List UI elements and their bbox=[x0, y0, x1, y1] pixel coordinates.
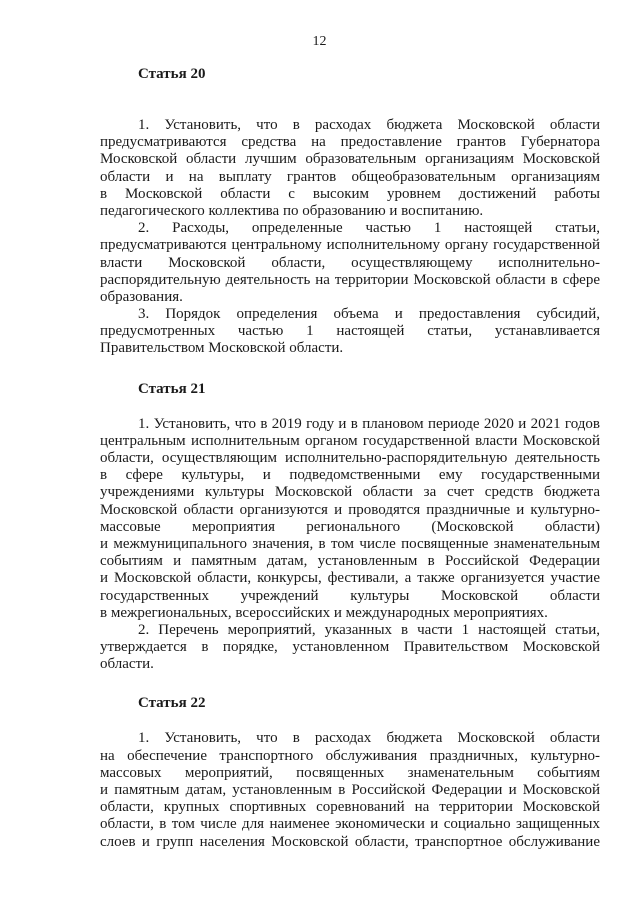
text-line: 1. Установить, что в расходах бюджета Московской области bbox=[138, 730, 600, 747]
text-line: распорядительную деятельность на территории Московской области в сфере bbox=[100, 271, 600, 288]
page-number: 12 bbox=[312, 34, 327, 49]
article-22 bbox=[100, 695, 600, 850]
paragraph bbox=[100, 306, 600, 358]
text-line: Московской области лучшим образовательным организациям Московской bbox=[100, 151, 600, 168]
text-line: области, в том числе для наименее экономически и социально защищенных bbox=[100, 816, 600, 833]
article-heading: Статья 22 bbox=[138, 695, 206, 712]
article-21 bbox=[100, 381, 600, 674]
text-line: власти Московской области, осуществляющему исполнительно- bbox=[100, 254, 600, 271]
paragraph bbox=[100, 220, 600, 306]
text-line: области и на выплату грантов общеобразовательным организациям bbox=[100, 168, 600, 185]
text-line: массовых мероприятий, посвященных знаменательным событиям bbox=[100, 764, 600, 781]
text-line: Московской области организуются и проводятся праздничные и культурно- bbox=[100, 501, 600, 518]
text-line: событиям и памятным датам, установленным в Российской Федерации bbox=[100, 553, 600, 570]
text-line: педагогического коллектива по образованию и воспитанию. bbox=[100, 202, 484, 219]
text-line: области, крупных спортивных соревнований на территории Московской bbox=[100, 799, 600, 816]
text-line: на обеспечение транспортного обслуживания праздничных, культурно- bbox=[100, 747, 600, 764]
text-line: предусматриваются центральному исполнительному органу государственной bbox=[100, 237, 600, 254]
text-line: 2. Перечень мероприятий, указанных в части 1 настоящей статьи, bbox=[138, 621, 600, 638]
article-20 bbox=[100, 66, 600, 358]
paragraph bbox=[100, 622, 600, 674]
text-line: в Московской области с высоким уровнем достижений работы bbox=[100, 185, 600, 202]
text-line: образования. bbox=[100, 288, 183, 305]
paragraph bbox=[100, 416, 600, 622]
text-line: области, осуществляющим исполнительно-распорядительную деятельность bbox=[100, 450, 600, 466]
text-line: 3. Порядок определения объема и предоставления субсидий, bbox=[138, 306, 600, 323]
article-heading: Статья 20 bbox=[138, 66, 206, 82]
text-line: 1. Установить, что в 2019 году и в плановом периоде 2020 и 2021 годов bbox=[138, 415, 600, 432]
text-line: в межрегиональных, всероссийских и международных мероприятиях. bbox=[100, 604, 548, 621]
text-line: Правительством Московской области. bbox=[100, 340, 344, 357]
article-heading: Статья 21 bbox=[138, 380, 206, 397]
text-line: 2. Расходы, определенные частью 1 настоящей статьи, bbox=[138, 220, 600, 237]
document-body bbox=[100, 66, 600, 851]
text-line: слоев и групп населения Московской области, транспортное обслуживание bbox=[100, 833, 600, 850]
text-line: в сфере культуры, и подведомственными ему государственными bbox=[100, 467, 600, 484]
text-line: утверждается в порядке, установленном Правительством Московской bbox=[100, 639, 600, 656]
text-line: предусмотренных частью 1 настоящей статьи, устанавливается bbox=[100, 323, 600, 340]
text-line: центральным исполнительным органом государственной власти Московской bbox=[100, 432, 600, 449]
text-line: предусматриваются средства на предоставление грантов Губернатора bbox=[100, 134, 600, 151]
text-line: 1. Установить, что в расходах бюджета Московской области bbox=[138, 117, 600, 133]
paragraph bbox=[100, 117, 600, 220]
text-line: области. bbox=[100, 656, 154, 673]
text-line: и межмуниципального значения, в том числе посвященные знаменательным bbox=[100, 535, 600, 552]
text-line: и памятным датам, установленным в Российской Федерации и Московской bbox=[100, 782, 600, 798]
text-line: массовые мероприятия регионального (Московской области) bbox=[100, 518, 600, 535]
text-line: государственных учреждений культуры Московской области bbox=[100, 587, 600, 604]
text-line: и Московской области, конкурсы, фестивали, а также организуется участие bbox=[100, 570, 600, 587]
text-line: учреждениями культуры Московской области за счет средств бюджета bbox=[100, 484, 600, 501]
paragraph bbox=[100, 730, 600, 850]
